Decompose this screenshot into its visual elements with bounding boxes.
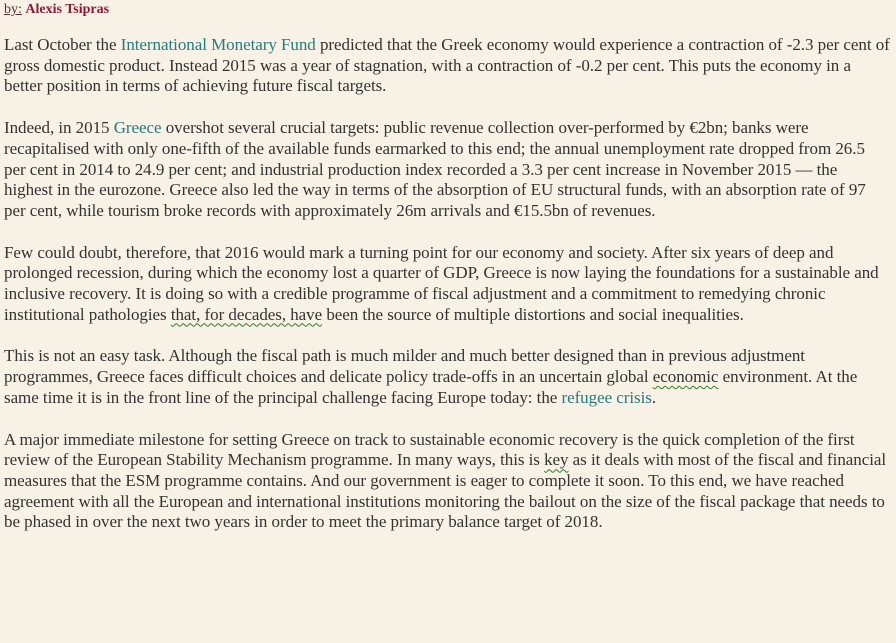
spellcheck-flagged-text[interactable]: that, for decades, have <box>170 304 323 324</box>
paragraph-text: overshot several crucial targets: public revenue collection over-performed by €2bn; banks were recapitalised with only one-fifth of the available funds earmarked to this end; the annual unemployment rate dropped from 26.5 per cent in 2014 to 24.9 per cent; and industrial production index recorded a 3.3 per cent increase in November 2015 — the highest in the eurozone. Greece also led the way in terms of the absorption of EU structural funds, with an absorption rate of 97 per cent, while tourism broke records with approximately 26m arrivals and €15.5bn of revenues. <box>4 118 866 220</box>
link-imf[interactable]: International Monetary Fund <box>120 35 316 54</box>
paragraph-text: predicted that the Greek economy would experience a contraction of -2.3 per cent of gross domestic product. Instead 2015 was a year of stagnation, with a contraction of -0.2 per cent. This puts the economy in a better position in terms of achieving future fiscal targets. <box>4 35 890 96</box>
paragraph-text: as it deals with most of the fiscal and financial measures that the ESM programme contains. And our government is eager to complete it soon. To this end, we have reached agreement with all the European and international institutions monitoring the bailout on the size of the fiscal package that needs to be phased in over the next two years in order to meet the primary balance target of 2018. <box>4 450 887 532</box>
spellcheck-flagged-text[interactable]: economic <box>652 367 719 387</box>
link-refugee-crisis[interactable]: refugee crisis <box>561 387 652 407</box>
link-greece[interactable]: Greece <box>113 118 162 138</box>
paragraph-text: . <box>651 387 657 407</box>
paragraph-text: A major immediate milestone for setting Greece on track to sustainable economic recovery is the quick completion of the first review of the European Stability Mechanism programme. In many ways, this is <box>4 429 855 470</box>
paragraph-text: environment. At the same time it is in the front line of the principal challenge facing Europe today: the <box>4 367 858 407</box>
spellcheck-flagged-text[interactable]: key <box>544 450 569 470</box>
byline <box>4 0 890 19</box>
paragraph-1 <box>4 35 890 97</box>
paragraph-text: Few could doubt, therefore, that 2016 would mark a turning point for our economy and society. After six years of deep and prolonged recession, during which the economy lost a quarter of GDP, Greece is now laying the foundations for a sustainable and inclusive recovery. It is doing so with a credible programme of fiscal adjustment and a commitment to remedying chronic institutional pathologies <box>4 242 879 324</box>
paragraph-text: Indeed, in 2015 <box>4 118 114 138</box>
paragraph-5 <box>4 430 890 534</box>
paragraph-text: This is not an easy task. Although the fiscal path is much milder and much better designed than in previous adjustment programmes, Greece faces difficult choices and delicate policy trade-offs in an uncertain global <box>4 346 805 387</box>
paragraph-2 <box>4 118 890 222</box>
paragraph-4 <box>4 346 890 408</box>
paragraph-3 <box>4 243 890 326</box>
author-name[interactable]: Alexis Tsipras <box>25 2 110 17</box>
paragraph-text: been the source of multiple distortions and social inequalities. <box>322 304 744 324</box>
byline-prefix: by: <box>4 2 22 17</box>
paragraph-text: Last October the <box>4 35 121 54</box>
article-body <box>4 35 890 533</box>
